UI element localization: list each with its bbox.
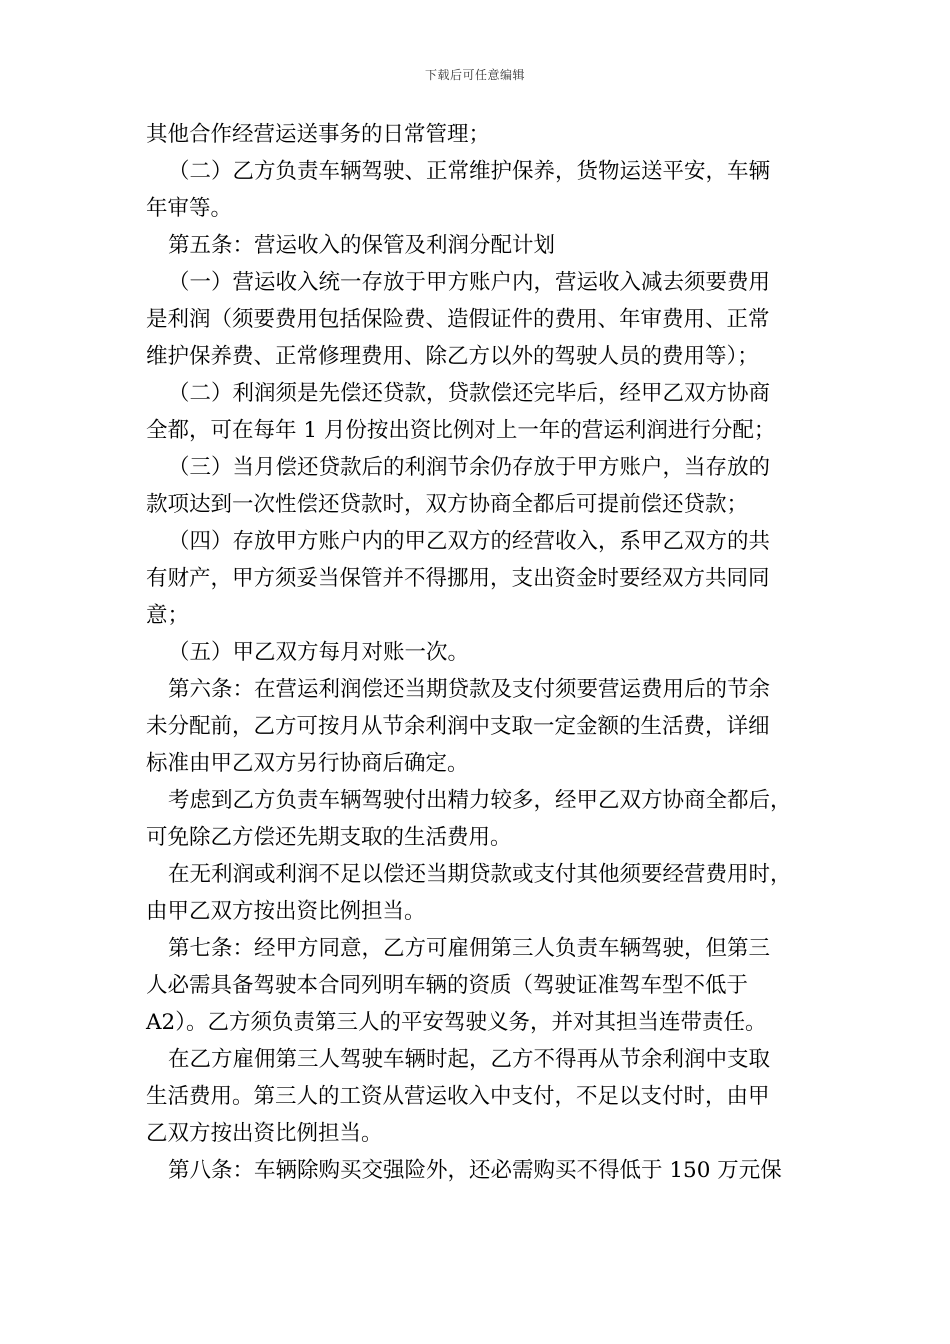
text-line: A2）。乙方须负责第三人的平安驾驶义务，并对其担当连带责任。: [146, 1010, 767, 1035]
text-line: 可免除乙方偿还先期支取的生活费用。: [146, 825, 512, 850]
text-line: （二）乙方负责车辆驾驶、正常维护保养，货物运送平安，车辆: [168, 159, 771, 184]
text-line: （二）利润须是先偿还贷款，贷款偿还完毕后，经甲乙双方协商: [168, 381, 771, 406]
text-line: 人必需具备驾驶本合同列明车辆的资质（驾驶证准驾车型不低于: [146, 973, 749, 998]
text-line: 生活费用。第三人的工资从营运收入中支付，不足以支付时，由甲: [146, 1084, 770, 1109]
text-line: （三）当月偿还贷款后的利润节余仍存放于甲方账户，当存放的: [168, 455, 771, 480]
text-line: 第六条：在营运利润偿还当期贷款及支付须要营运费用后的节余: [168, 677, 771, 702]
text-line: 未分配前，乙方可按月从节余利润中支取一定金额的生活费，详细: [146, 714, 770, 739]
text-line: 在乙方雇佣第三人驾驶车辆时起，乙方不得再从节余利润中支取: [168, 1047, 771, 1072]
text-line: 款项达到一次性偿还贷款时，双方协商全都后可提前偿还贷款；: [146, 492, 749, 517]
text-line: （一）营运收入统一存放于甲方账户内，营运收入减去须要费用: [168, 270, 771, 295]
text-line: 维护保养费、正常修理费用、除乙方以外的驾驶人员的费用等）；: [146, 344, 759, 369]
page-header-note: 下载后可任意编辑: [424, 68, 525, 82]
text-line: （五）甲乙双方每月对账一次。: [168, 640, 470, 665]
text-line: 标准由甲乙双方另行协商后确定。: [146, 751, 469, 776]
text-line: 有财产，甲方须妥当保管并不得挪用，支出资金时要经双方共同同: [146, 566, 770, 591]
text-line: 考虑到乙方负责车辆驾驶付出精力较多，经甲乙双方协商全都后，: [168, 788, 792, 813]
text-line: 乙双方按出资比例担当。: [146, 1121, 383, 1146]
text-line: 其他合作经营运送事务的日常管理；: [146, 122, 491, 147]
text-line: （四）存放甲方账户内的甲乙双方的经营收入，系甲乙双方的共: [168, 529, 771, 554]
text-line: 年审等。: [146, 196, 233, 221]
text-line: 第五条：营运收入的保管及利润分配计划: [168, 233, 556, 258]
text-line: 意；: [146, 603, 190, 628]
document-body: [146, 116, 812, 1189]
text-line: 第八条：车辆除购买交强险外，还必需购买不得低于 150 万元保: [168, 1158, 782, 1183]
text-line: 在无利润或利润不足以偿还当期贷款或支付其他须要经营费用时，: [168, 862, 792, 887]
text-line: 是利润（须要费用包括保险费、造假证件的费用、年审费用、正常: [146, 307, 770, 332]
text-line: 第七条：经甲方同意，乙方可雇佣第三人负责车辆驾驶，但第三: [168, 936, 771, 961]
text-line: 全都，可在每年 1 月份按出资比例对上一年的营运利润进行分配；: [146, 418, 776, 443]
text-line: 由甲乙双方按出资比例担当。: [146, 899, 426, 924]
